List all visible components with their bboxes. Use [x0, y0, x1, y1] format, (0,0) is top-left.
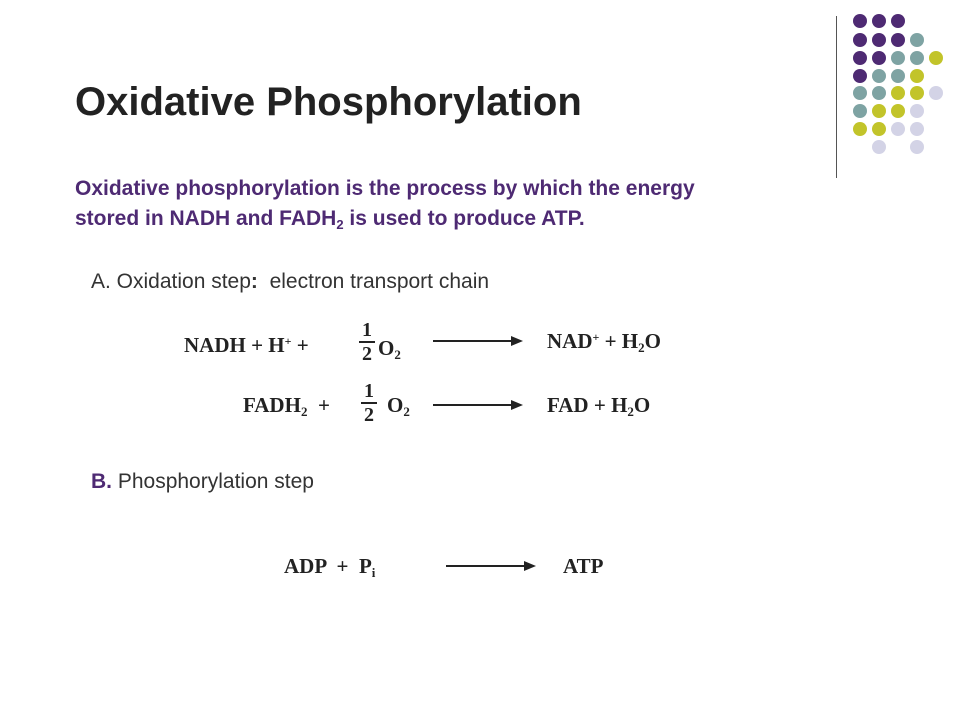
decorative-dot	[910, 140, 924, 154]
reaction1-products: $NAD^+ + H_2O$	[547, 329, 661, 355]
decorative-dot	[853, 69, 867, 83]
decorative-dot	[891, 104, 905, 118]
decorative-dot	[910, 33, 924, 47]
reaction3-reactants: ADP + $P_i$	[284, 554, 376, 580]
reaction3-product: ATP	[563, 554, 604, 578]
decorative-dot	[891, 86, 905, 100]
slide-title: Oxidative Phosphorylation	[75, 80, 582, 124]
decorative-dot	[891, 33, 905, 47]
decorative-dot	[910, 104, 924, 118]
decorative-dot	[910, 86, 924, 100]
decorative-dot	[929, 86, 943, 100]
reaction3-arrow	[446, 560, 536, 572]
reaction1-half-fraction: 1 2	[359, 320, 375, 364]
decorative-dot	[891, 51, 905, 65]
intro-line-2: stored in NADH and $FADH_2$ is used to produce ATP.	[75, 207, 585, 232]
reaction1-reactants: NADH + H+ +	[184, 333, 309, 357]
decorative-dot	[853, 51, 867, 65]
intro-paragraph	[75, 174, 875, 234]
decorative-vertical-rule	[836, 16, 837, 178]
reaction1-arrow	[433, 335, 523, 347]
decorative-dot	[872, 14, 886, 28]
decorative-dot	[891, 69, 905, 83]
reaction2-reactants: $FADH_2$ +	[243, 393, 330, 419]
decorative-dot	[929, 51, 943, 65]
decorative-dot	[891, 14, 905, 28]
decorative-dot	[872, 86, 886, 100]
decorative-dot	[872, 51, 886, 65]
decorative-dot	[853, 14, 867, 28]
phosphorylation-step-heading: B. Phosphorylation step	[91, 470, 314, 493]
decorative-dot	[872, 140, 886, 154]
reaction1-oxygen: $O_2$	[378, 336, 401, 362]
decorative-dot	[910, 51, 924, 65]
decorative-dot	[910, 69, 924, 83]
decorative-dot	[853, 122, 867, 136]
reaction2-arrow	[433, 399, 523, 411]
decorative-dot	[872, 122, 886, 136]
reaction2-half-fraction: 1 2	[361, 381, 377, 425]
oxidation-step-heading: A. Oxidation step: electron transport chain	[91, 270, 490, 293]
decorative-dot	[872, 104, 886, 118]
decorative-dot	[891, 122, 905, 136]
decorative-dot	[872, 33, 886, 47]
decorative-dot	[853, 86, 867, 100]
decorative-dot	[910, 122, 924, 136]
intro-line-1: Oxidative phosphorylation is the process by which the energy	[75, 177, 695, 200]
decorative-dot	[853, 104, 867, 118]
reaction2-oxygen: $O_2$	[387, 393, 410, 419]
decorative-dot	[872, 69, 886, 83]
decorative-dot	[853, 33, 867, 47]
reaction2-products: FAD + $H_2O$	[547, 393, 651, 419]
